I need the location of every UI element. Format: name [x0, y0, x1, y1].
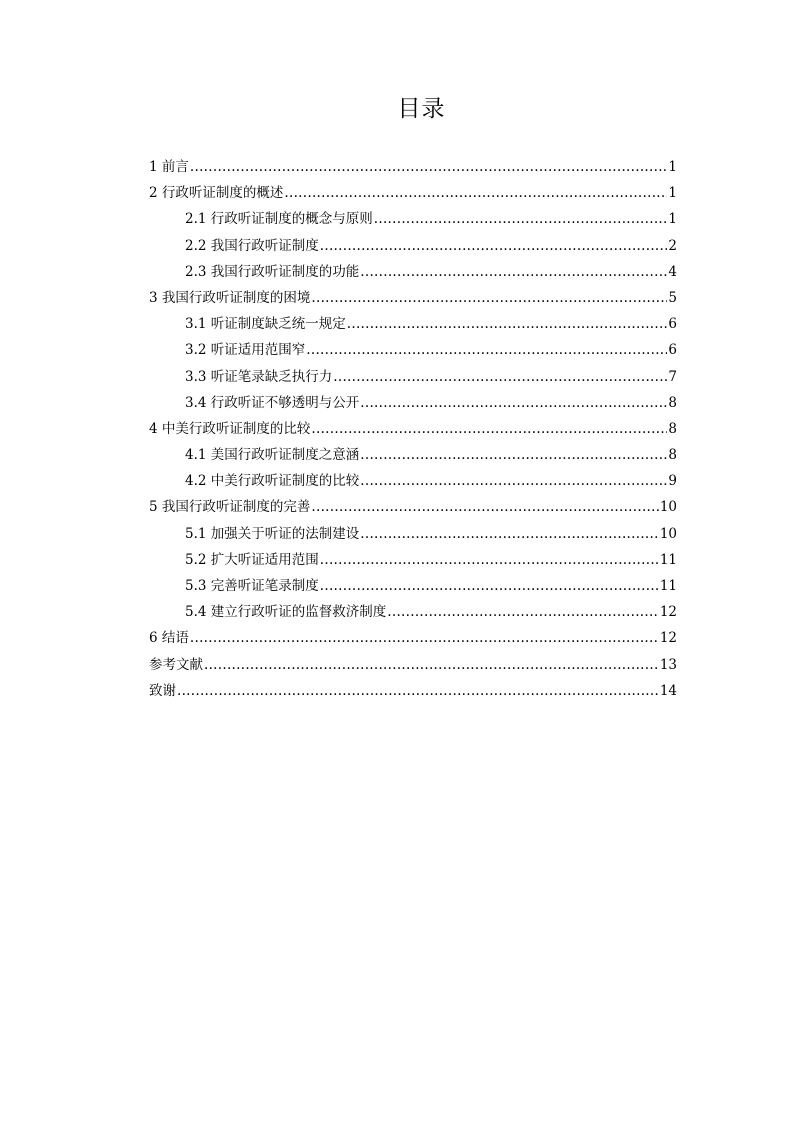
toc-dot-leader — [360, 390, 667, 416]
toc-entry[interactable] — [149, 311, 677, 337]
toc-dot-leader — [320, 547, 659, 573]
toc-entry-text: 5.1 加强关于听证的法制建设 — [185, 525, 360, 542]
toc-entry[interactable] — [149, 259, 677, 285]
toc-entry-text: 5.3 完善听证笔录制度 — [185, 578, 319, 594]
toc-entry[interactable] — [149, 206, 677, 232]
toc-entry[interactable] — [149, 573, 677, 599]
toc-page-number: 6 — [668, 316, 677, 333]
toc-page-number: 2 — [668, 237, 677, 254]
toc-page-number: 10 — [659, 499, 677, 516]
toc-page-number: 10 — [659, 525, 677, 542]
toc-entry[interactable] — [149, 468, 677, 494]
toc-dot-leader — [177, 678, 659, 704]
toc-entry-text: 4.1 美国行政听证制度之意涵 — [185, 447, 360, 464]
toc-entry-text: 2.3 我国行政听证制度的功能 — [185, 263, 360, 280]
toc-page-number: 8 — [668, 394, 677, 411]
toc-dot-leader — [284, 180, 667, 206]
toc-page-number: 4 — [668, 263, 677, 280]
toc-entry[interactable] — [149, 494, 677, 520]
toc-page-number: 5 — [668, 289, 677, 306]
toc-dot-leader — [311, 494, 658, 520]
toc-entry-text: 致谢 — [149, 682, 176, 699]
toc-entry-text: 2.1 行政听证制度的概念与原则 — [185, 211, 373, 228]
toc-entry[interactable] — [149, 678, 677, 704]
toc-entry[interactable] — [149, 547, 677, 573]
toc-entry[interactable] — [149, 416, 677, 442]
toc-entry-text: 2.2 我国行政听证制度 — [185, 237, 319, 254]
toc-dot-leader — [190, 154, 668, 180]
toc-page-number: 11 — [659, 578, 677, 594]
toc-dot-leader — [320, 233, 668, 259]
toc-dot-leader — [360, 468, 667, 494]
toc-entry[interactable] — [149, 154, 677, 180]
toc-dot-leader — [306, 337, 667, 363]
toc-entry-text: 参考文献 — [149, 656, 203, 673]
toc-page-number: 1 — [668, 185, 677, 202]
toc-entry-text: 3.3 听证笔录缺乏执行力 — [185, 368, 333, 385]
toc-entry[interactable] — [149, 521, 677, 547]
toc-entry[interactable] — [149, 625, 677, 651]
toc-dot-leader — [360, 259, 667, 285]
toc-page-number: 1 — [668, 159, 677, 175]
toc-entry[interactable] — [149, 180, 677, 206]
toc-dot-leader — [320, 573, 659, 599]
toc-dot-leader — [360, 442, 667, 468]
toc-page-number: 11 — [659, 551, 677, 568]
toc-entry-text: 5 我国行政听证制度的完善 — [149, 499, 311, 516]
toc-entry-text: 3.2 听证适用范围窄 — [185, 342, 306, 359]
toc-page-number: 8 — [668, 447, 677, 464]
toc-entry[interactable] — [149, 364, 677, 390]
toc-page-number: 6 — [668, 342, 677, 359]
toc-dot-leader — [204, 652, 659, 678]
toc-entry-text: 3.4 行政听证不够透明与公开 — [185, 394, 360, 411]
toc-entry-text: 3.1 听证制度缺乏统一规定 — [185, 316, 346, 333]
toc-entry-text: 4.2 中美行政听证制度的比较 — [185, 473, 360, 490]
toc-entry-text: 5.4 建立行政听证的监督救济制度 — [185, 604, 387, 621]
toc-entry-text: 3 我国行政听证制度的困境 — [149, 289, 311, 306]
toc-dot-leader — [311, 285, 667, 311]
toc-entry-text: 6 结语 — [149, 630, 189, 647]
toc-page-number: 9 — [668, 473, 677, 490]
toc-page-number: 8 — [668, 420, 677, 437]
toc-page-number: 12 — [659, 604, 677, 621]
toc-title: 目录 — [397, 96, 446, 122]
toc-dot-leader — [190, 625, 659, 651]
toc-list — [149, 154, 677, 704]
toc-dot-leader — [387, 599, 659, 625]
toc-dot-leader — [347, 311, 668, 337]
toc-entry[interactable] — [149, 285, 677, 311]
toc-entry[interactable] — [149, 337, 677, 363]
toc-entry-text: 2 行政听证制度的概述 — [149, 185, 284, 202]
toc-page-number: 12 — [659, 630, 677, 647]
toc-dot-leader — [311, 416, 667, 442]
toc-page-number: 7 — [668, 368, 677, 385]
toc-dot-leader — [333, 364, 667, 390]
toc-entry-text: 4 中美行政听证制度的比较 — [149, 420, 311, 437]
toc-page-number: 13 — [659, 656, 677, 673]
toc-dot-leader — [360, 521, 659, 547]
toc-entry[interactable] — [149, 442, 677, 468]
toc-dot-leader — [374, 206, 668, 232]
toc-entry-text: 1 前言 — [149, 159, 189, 175]
toc-entry[interactable] — [149, 233, 677, 259]
toc-entry[interactable] — [149, 599, 677, 625]
toc-entry[interactable] — [149, 652, 677, 678]
toc-entry[interactable] — [149, 390, 677, 416]
toc-page-number: 14 — [659, 682, 677, 699]
toc-page-number: 1 — [668, 211, 677, 228]
toc-entry-text: 5.2 扩大听证适用范围 — [185, 551, 319, 568]
